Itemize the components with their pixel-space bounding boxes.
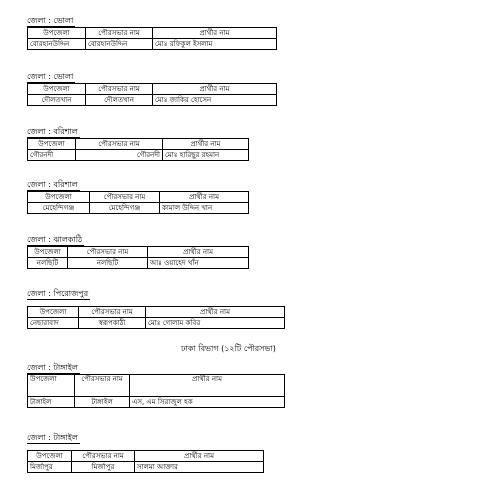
cell-candidate: সালমা আক্তার: [135, 462, 264, 473]
cell-upazila: মির্জাপুর: [28, 462, 72, 473]
cell-candidate: মোঃ হারিছুর রহমান: [163, 150, 249, 161]
district-block-jhalokathi: [27, 227, 249, 269]
candidate-table: [27, 246, 249, 269]
table-header-row: [28, 307, 285, 318]
district-heading: জেলা : ভোলা: [27, 72, 74, 81]
cell-candidate: মোঃ জাকির হোসেন: [153, 95, 277, 106]
header-municipality: পৌরসভার নাম: [68, 247, 148, 258]
cell-municipality: স্বরূপকাঠী: [79, 318, 146, 329]
district-heading: জেলা : পিরোজপুর: [27, 289, 89, 298]
table-header-row: [28, 375, 285, 397]
cell-municipality: মেহেন্দিগঞ্জ: [90, 203, 160, 214]
header-municipality: পৌরসভার নাম: [90, 192, 160, 203]
header-candidate: প্রার্থীর নাম: [146, 307, 285, 318]
header-upazila: উপজেলা: [28, 307, 79, 318]
header-candidate: প্রার্থীর নাম: [163, 139, 249, 150]
candidate-table: [27, 450, 264, 473]
cell-candidate: আঃ ওয়াহেদ খাঁন: [148, 258, 249, 269]
header-upazila: উপজেলা: [28, 247, 68, 258]
district-block-tangail-2: [27, 425, 264, 473]
cell-upazila: টাঙ্গাইল: [28, 397, 75, 408]
district-block-tangail-1: [27, 355, 285, 408]
header-candidate: প্রার্থীর নাম: [148, 247, 249, 258]
header-candidate: প্রার্থীর নাম: [135, 451, 264, 462]
cell-upazila: গৌরনদী: [28, 150, 76, 161]
header-candidate: প্রার্থীর নাম: [153, 84, 277, 95]
cell-upazila: মেহেন্দিগঞ্জ: [28, 203, 90, 214]
district-block-barishal-2: [27, 172, 249, 214]
header-candidate: প্রার্থীর নাম: [160, 192, 249, 203]
table-row: [28, 203, 249, 214]
candidate-table: [27, 191, 249, 214]
header-upazila: উপজেলা: [28, 375, 75, 397]
cell-municipality: বোরহানউদ্দিন: [86, 39, 153, 50]
district-heading: জেলা : টাঙ্গাইল: [27, 363, 78, 372]
table-row: [28, 462, 264, 473]
district-block-bhola-2: [27, 64, 277, 106]
table-row: [28, 150, 249, 161]
header-municipality: পৌরসভার নাম: [75, 375, 130, 397]
cell-municipality: দৌলতখান: [86, 95, 153, 106]
cell-municipality: গৌরনদী: [76, 150, 163, 161]
header-municipality: পৌরসভার নাম: [79, 307, 146, 318]
cell-upazila: দৌলতখান: [28, 95, 86, 106]
candidate-table: [27, 306, 285, 329]
header-municipality: পৌরসভার নাম: [86, 84, 153, 95]
cell-municipality: টাঙ্গাইল: [75, 397, 130, 408]
table-row: [28, 95, 277, 106]
cell-candidate: মোঃ গোলাম কবির: [146, 318, 285, 329]
header-upazila: উপজেলা: [28, 139, 76, 150]
cell-candidate: মোঃ রফিকুল ইসলাম: [153, 39, 277, 50]
district-block-pirojpur: [27, 281, 285, 329]
header-candidate: প্রার্থীর নাম: [130, 375, 285, 397]
division-heading: ঢাকা বিভাগ (১২টি পৌরসভা): [181, 344, 276, 353]
table-row: [28, 318, 285, 329]
cell-candidate: কামাল উদ্দিন খান: [160, 203, 249, 214]
table-header-row: [28, 451, 264, 462]
table-row: [28, 258, 249, 269]
header-municipality: পৌরসভার নাম: [86, 28, 153, 39]
candidate-table: [27, 83, 277, 106]
candidate-table: [27, 27, 277, 50]
header-upazila: উপজেলা: [28, 192, 90, 203]
district-heading: জেলা : বরিশাল: [27, 127, 78, 136]
header-upazila: উপজেলা: [28, 28, 86, 39]
district-heading: জেলা : টাঙ্গাইল: [27, 433, 78, 442]
header-candidate: প্রার্থীর নাম: [153, 28, 277, 39]
header-upazila: উপজেলা: [28, 451, 72, 462]
district-heading: জেলা : ঝালকাঠি: [27, 235, 83, 244]
table-header-row: [28, 247, 249, 258]
district-heading: জেলা : ভোলা: [27, 16, 74, 25]
candidate-table: [27, 374, 285, 408]
header-municipality: পৌরসভার নাম: [72, 451, 135, 462]
cell-upazila: বোরহানউদ্দিন: [28, 39, 86, 50]
cell-candidate: এস, এম সিরাজুল হক: [130, 397, 285, 408]
cell-municipality: মির্জাপুর: [72, 462, 135, 473]
table-row: [28, 397, 285, 408]
cell-upazila: নেছারাবাদ: [28, 318, 79, 329]
candidate-table: [27, 138, 249, 161]
cell-municipality: নলছিটি: [68, 258, 148, 269]
table-header-row: [28, 28, 277, 39]
district-block-barishal-1: [27, 119, 249, 161]
table-header-row: [28, 192, 249, 203]
table-header-row: [28, 84, 277, 95]
table-header-row: [28, 139, 249, 150]
table-row: [28, 39, 277, 50]
header-municipality: পৌরসভার নাম: [76, 139, 163, 150]
header-upazila: উপজেলা: [28, 84, 86, 95]
cell-upazila: নলছিটি: [28, 258, 68, 269]
district-block-bhola-1: [27, 8, 277, 50]
district-heading: জেলা : বরিশাল: [27, 180, 78, 189]
